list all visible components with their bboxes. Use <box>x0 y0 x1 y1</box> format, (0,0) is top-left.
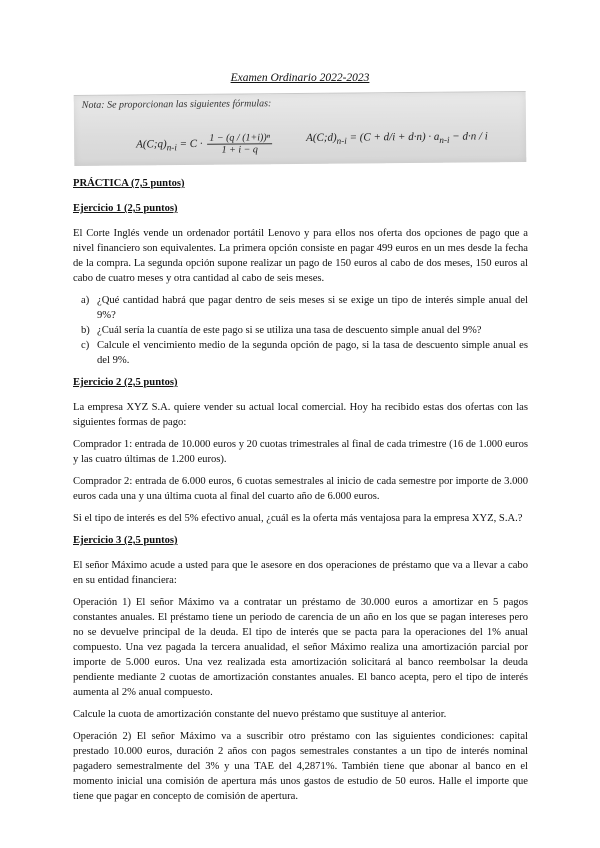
exercise-2-heading: Ejercicio 2 (2,5 puntos) <box>73 377 178 388</box>
exercise-2-intro: La empresa XYZ S.A. quiere vender su actual local comercial. Hoy ha recibido estas dos ofertas con las siguientes formas de pago: <box>73 402 528 428</box>
item-marker: c) <box>81 340 90 351</box>
exercise-3-intro: El señor Máximo acude a usted para que le asesore en dos operaciones de préstamo que va a llevar a cabo en su entidad financiera: <box>73 560 528 586</box>
exercise-1-heading: Ejercicio 1 (2,5 puntos) <box>73 203 178 214</box>
formula-1-eq: = C · <box>179 137 203 151</box>
exam-title: Examen Ordinario 2022-2023 <box>230 72 370 84</box>
formula-2-lhs: A(C;d) <box>306 131 337 144</box>
formula-annuity-geometric <box>136 132 274 156</box>
exercise-3-operation-1-question: Calcule la cuota de amortización constante del nuevo préstamo que sustituye al anterior. <box>73 709 447 720</box>
formula-1-denominator: 1 + i − q <box>221 144 258 156</box>
item-text: ¿Qué cantidad habrá que pagar dentro de seis meses si se exige un tipo de interés simple anual del 9%? <box>97 295 528 321</box>
formula-box <box>74 91 527 166</box>
exercise-1-questions <box>73 293 528 368</box>
list-item <box>73 338 528 368</box>
list-item <box>73 293 528 323</box>
exam-content <box>73 176 528 804</box>
exercise-2-question: Si el tipo de interés es del 5% efectivo anual, ¿cuál es la oferta más ventajosa para la empresa XYZ, S.A.? <box>73 513 523 524</box>
exercise-3-operation-2: Operación 2) El señor Máximo va a suscribir otro préstamo con las siguientes condiciones: capital prestado 10.000 euros, duración 2 años con pagos semestrales constantes a un tipo de interés nominal pagadero semestralmente del 3% y una TAE del 4,2871%. También tiene que abonar al banco en el momento inicial una comisión de apertura más unos gastos de estudio de 50 euros. Halle el importe que tiene que pagar en concepto de comisión de apertura. <box>73 731 528 802</box>
formula-2-body: = (C + d/i + d·n) · a <box>349 130 440 144</box>
exercise-2-comprador-2: Comprador 2: entrada de 6.000 euros, 6 cuotas semestrales al inicio de cada semestre por importe de 3.000 euros cada una y una última cuota al final del cuarto año de 6.000 euros. <box>73 476 528 502</box>
practica-heading: PRÁCTICA (7,5 puntos) <box>73 178 185 189</box>
item-text: Calcule el vencimiento medio de la segunda opción de pago, si la tasa de descuento simple anual es del 9%. <box>97 340 528 366</box>
formula-note: Nota: Se proporcionan las siguientes fórmulas: <box>81 98 272 111</box>
list-item <box>73 323 528 338</box>
formula-2-sub: n-i <box>336 135 347 146</box>
exercise-2-comprador-1: Comprador 1: entrada de 10.000 euros y 20 cuotas trimestrales al final de cada trimestre (16 de 1.000 euros y las cuatro últimas de 1.200 euros). <box>73 439 528 465</box>
formula-1-numerator: 1 − (q / (1+i))ⁿ <box>207 132 272 145</box>
item-text: ¿Cuál sería la cuantía de este pago si se utiliza una tasa de descuento simple anual del 9%? <box>97 325 482 336</box>
exercise-1-text: El Corte Inglés vende un ordenador portátil Lenovo y para ellos nos oferta dos opciones de pago que a nivel financiero son equivalentes. La primera opción consiste en pagar 499 euros en un mes desde la fecha de la compra. La segunda opción supone realizar un pago de 150 euros al cabo de dos meses, 150 euros al cabo de cuatro meses y otra cantidad al cabo de seis meses. <box>73 228 528 284</box>
formula-annuity-arithmetic <box>306 130 488 146</box>
formula-2-tail: − d·n / i <box>452 130 488 143</box>
item-marker: a) <box>81 295 90 306</box>
formula-1-fraction <box>207 132 272 156</box>
formula-1-sub: n-i <box>166 142 177 153</box>
formula-1-lhs: A(C;q) <box>136 138 167 151</box>
formula-2-sub2: n-i <box>439 134 450 145</box>
exercise-3-heading: Ejercicio 3 (2,5 puntos) <box>73 535 178 546</box>
item-marker: b) <box>81 325 90 336</box>
exercise-3-operation-1: Operación 1) El señor Máximo va a contratar un préstamo de 30.000 euros a amortizar en 5 pagos constantes anuales. El préstamo tiene un periodo de carencia de un año en los que se pagan intereses pero no se devuelve principal de la deuda. El tipo de interés que se pacta para la operaciones del 1% anual compuesto. Una vez pagada la tercera anualidad, el señor Máximo realiza una amortización parcial por importe de 5.000 euros. Una vez realizada esta amortización solicitará al banco reembolsar la deuda pendiente mediante 2 cuotas de amortización constantes anuales. El banco acepta, pero el tipo de interés aumenta al 2% anual compuesto. <box>73 597 528 698</box>
